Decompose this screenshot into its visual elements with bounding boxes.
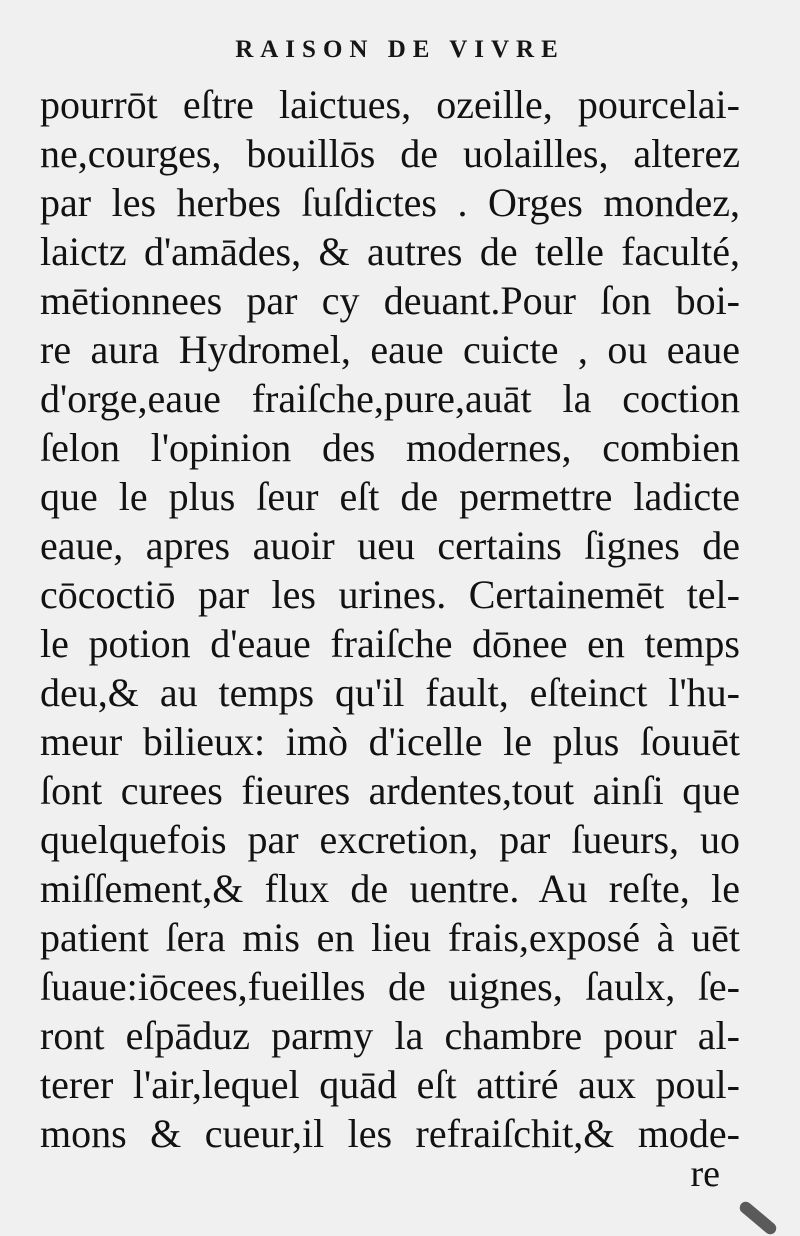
- text-line: eaue, apres auoir ueu certains ſignes de: [40, 523, 740, 568]
- text-line: pourrōt eſtre laictues, ozeille, pourcelai-: [40, 82, 740, 127]
- text-line: quelquefois par excretion, par ſueurs, uo: [40, 817, 740, 862]
- text-line: miſſement,& flux de uentre. Au reſte, le: [40, 866, 740, 911]
- text-line: ne,courges, bouillōs de uolailles, alterez: [40, 131, 740, 176]
- text-line: cōcoctiō par les urines. Certainemēt tel-: [40, 572, 740, 617]
- text-line: le potion d'eaue fraiſche dōnee en temps: [40, 621, 740, 666]
- text-line: terer l'air,lequel quād eſt attiré aux poul-: [40, 1062, 740, 1107]
- text-line: d'orge,eaue fraiſche,pure,auāt la coction: [40, 376, 740, 421]
- running-head: RAISON DE VIVRE: [235, 36, 565, 63]
- text-line: deu,& au temps qu'il fault, eſteinct l'hu-: [40, 670, 740, 715]
- text-line: meur bilieux: imò d'icelle le plus ſouuēt: [40, 719, 740, 764]
- text-line: ſont curees fieures ardentes,tout ainſi que: [40, 768, 740, 813]
- text-line: re aura Hydromel, eaue cuicte , ou eaue: [40, 327, 740, 372]
- text-line: patient ſera mis en lieu frais,exposé à uēt: [40, 915, 740, 960]
- body-text: [40, 80, 740, 1158]
- text-line: ſuaue:iōcees,fueilles de uignes, ſaulx, ſe-: [40, 964, 740, 1009]
- text-line: laictz d'amādes, & autres de telle faculté,: [40, 229, 740, 274]
- catchword: re: [690, 1153, 720, 1195]
- text-line: mons & cueur,il les refraiſchit,& mode-: [40, 1111, 740, 1156]
- text-line: que le plus ſeur eſt de permettre ladicte: [40, 474, 740, 519]
- text-line: par les herbes ſuſdictes . Orges mondez,: [40, 180, 740, 225]
- page-fleck-mark: [737, 1199, 778, 1236]
- text-line: ront eſpāduz parmy la chambre pour al-: [40, 1013, 740, 1058]
- text-line: mētionnees par cy deuant.Pour ſon boi-: [40, 278, 740, 323]
- text-line: ſelon l'opinion des modernes, combien: [40, 425, 740, 470]
